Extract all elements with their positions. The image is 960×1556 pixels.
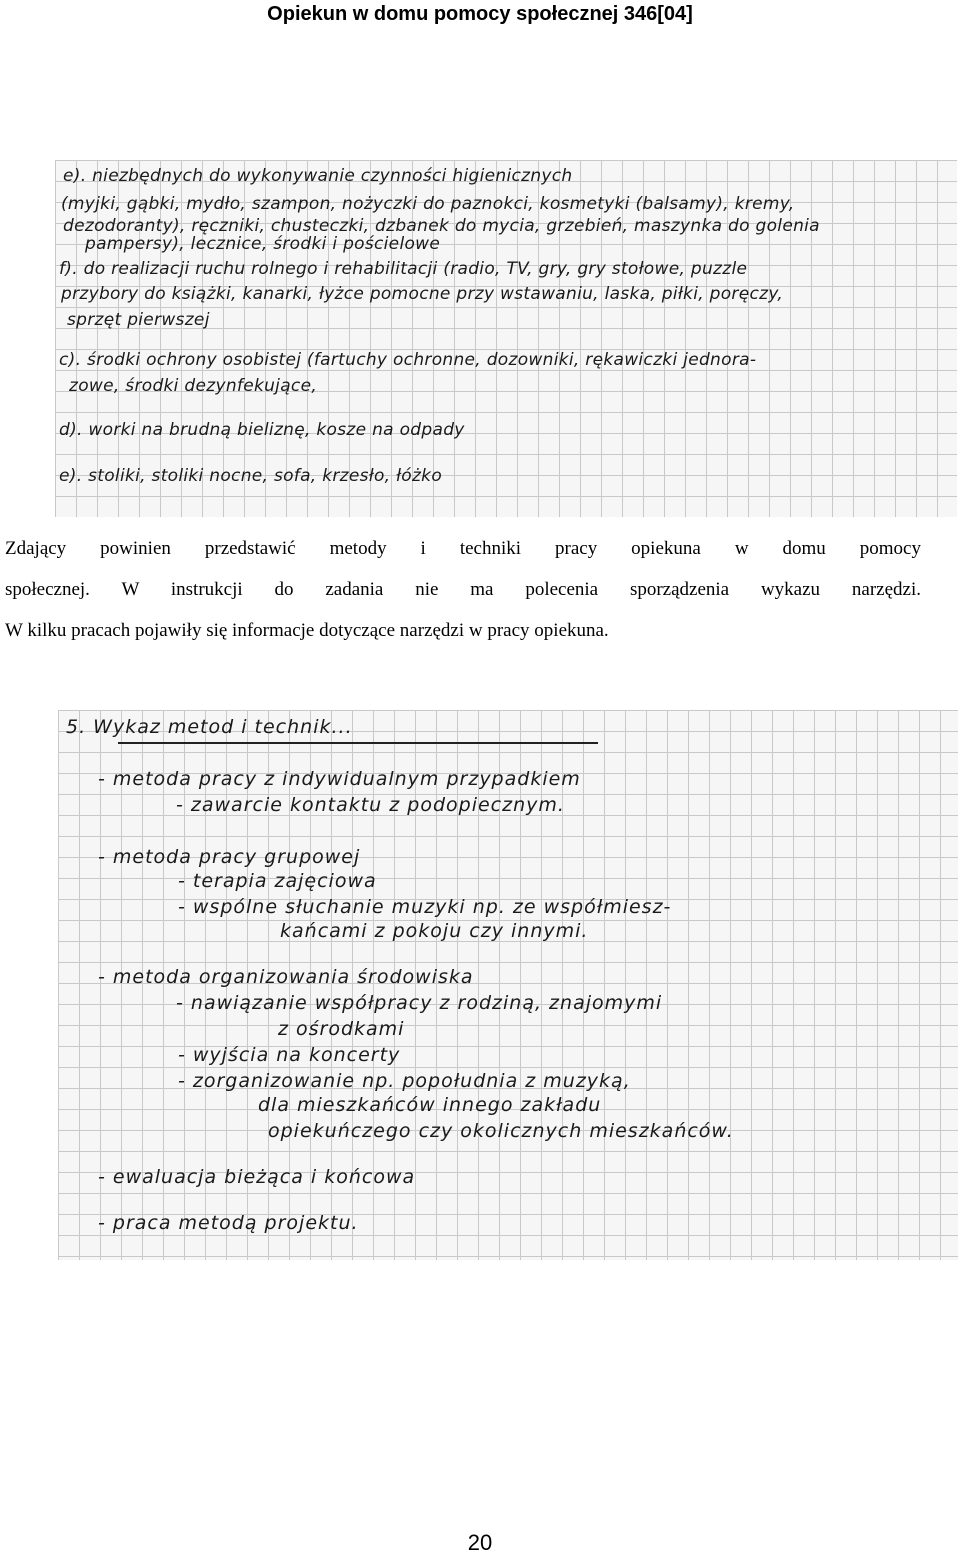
handwritten-line: - wyjścia na koncerty bbox=[178, 1044, 401, 1066]
handwritten-line: (myjki, gąbki, mydło, szampon, nożyczki do paznokci, kosmetyki (balsamy), kremy, bbox=[61, 194, 795, 214]
paragraph-line: W kilku pracach pojawiły się informacje dotyczące narzędzi w pracy opiekuna. bbox=[5, 620, 609, 641]
handwritten-line: opiekuńczego czy okolicznych mieszkańców. bbox=[268, 1120, 734, 1142]
handwritten-line: - metoda organizowania środowiska bbox=[98, 966, 474, 988]
handwritten-line: - nawiązanie współpracy z rodziną, znajomymi bbox=[176, 992, 663, 1014]
handwritten-line: - ewaluacja bieżąca i końcowa bbox=[98, 1166, 416, 1188]
handwritten-line: c). środki ochrony osobistej (fartuchy ochronne, dozowniki, rękawiczki jednora- bbox=[59, 350, 757, 370]
handwritten-line: - metoda pracy z indywidualnym przypadkiem bbox=[98, 768, 581, 790]
handwritten-line: d). worki na brudną bieliznę, kosze na odpady bbox=[59, 420, 465, 440]
handwritten-line: z ośrodkami bbox=[278, 1018, 405, 1040]
heading-underline bbox=[118, 742, 598, 744]
handwritten-line: pampersy), lecznice, środki i pościelowe bbox=[85, 234, 441, 254]
handwritten-line: f). do realizacji ruchu rolnego i rehabilitacji (radio, TV, gry, gry stołowe, puzzle bbox=[59, 259, 748, 279]
handwritten-line: kańcami z pokoju czy innymi. bbox=[280, 920, 589, 942]
commentary-paragraph bbox=[5, 528, 921, 651]
paragraph-line: Zdający powinien przedstawić metody i techniki pracy opiekuna w domu pomocy bbox=[5, 538, 921, 559]
handwritten-line: - zawarcie kontaktu z podopiecznym. bbox=[176, 794, 565, 816]
handwritten-scan-1 bbox=[55, 160, 957, 517]
page-number: 20 bbox=[467, 1530, 493, 1555]
paragraph-line: społecznej. W instrukcji do zadania nie ma polecenia sporządzenia wykazu narzędzi. bbox=[5, 579, 921, 600]
handwritten-line: zowe, środki dezynfekujące, bbox=[69, 376, 318, 396]
handwritten-line: sprzęt pierwszej bbox=[67, 310, 210, 330]
handwritten-line: e). stoliki, stoliki nocne, sofa, krzesło, łóżko bbox=[59, 466, 443, 486]
handwritten-line: - zorganizowanie np. popołudnia z muzyką, bbox=[178, 1070, 631, 1092]
handwritten-scan-2 bbox=[58, 710, 958, 1260]
handwritten-line: e). niezbędnych do wykonywanie czynności higienicznych bbox=[63, 166, 573, 186]
handwritten-line: dezodoranty), ręczniki, chusteczki, dzbanek do mycia, grzebień, maszynka do golenia bbox=[63, 216, 820, 236]
handwritten-heading: 5. Wykaz metod i technik... bbox=[66, 716, 353, 738]
handwritten-line: - wspólne słuchanie muzyki np. ze współmiesz- bbox=[178, 896, 672, 918]
handwritten-line: - terapia zajęciowa bbox=[178, 870, 377, 892]
handwritten-line: przybory do książki, kanarki, łyżce pomocne przy wstawaniu, laska, piłki, poręczy, bbox=[61, 284, 784, 304]
document-header: Opiekun w domu pomocy społecznej 346[04] bbox=[267, 3, 693, 25]
handwritten-line: - praca metodą projektu. bbox=[98, 1212, 359, 1234]
handwritten-line: dla mieszkańców innego zakładu bbox=[258, 1094, 602, 1116]
handwritten-line: - metoda pracy grupowej bbox=[98, 846, 361, 868]
